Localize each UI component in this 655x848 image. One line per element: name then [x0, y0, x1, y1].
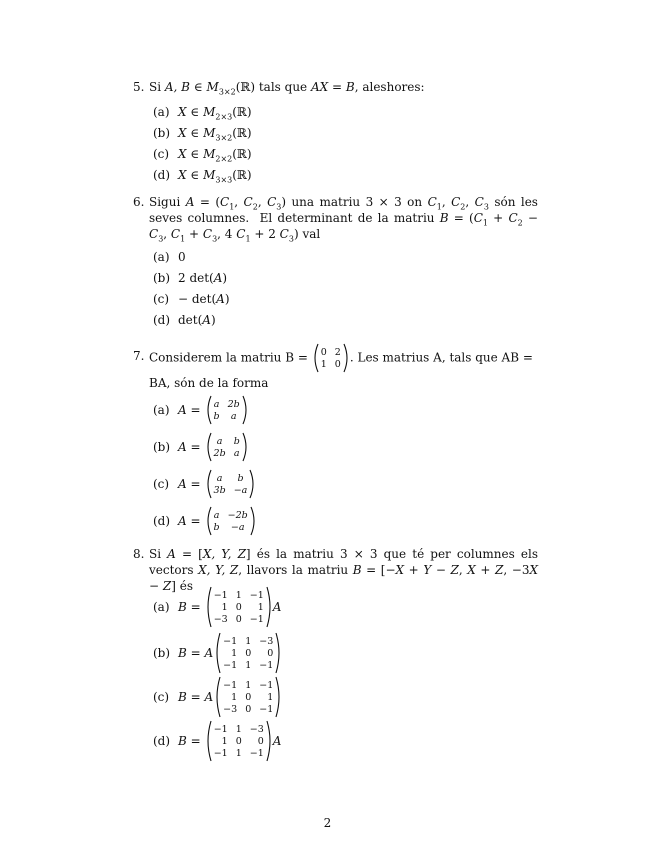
option-prefix: B = — [178, 734, 201, 748]
matrix-cell: 0 — [245, 703, 252, 715]
matrix-cell: −1 — [259, 679, 274, 691]
matrix-entries — [221, 680, 275, 715]
option-5d[interactable] — [153, 167, 252, 183]
option-matrix — [205, 395, 249, 425]
matrix-cell: −1 — [213, 747, 228, 759]
option-label: (a) — [153, 105, 170, 119]
option-suffix: A — [272, 734, 282, 748]
option-prefix: B = A — [178, 646, 214, 660]
matrix-cell: b — [237, 472, 244, 484]
option-label: (c) — [153, 477, 170, 491]
option-text: det(A) — [178, 313, 216, 327]
matrix-entries — [212, 436, 242, 459]
matrix-cell: 0 — [257, 735, 264, 747]
matrix-cell: 1 — [221, 601, 228, 613]
matrix-entries — [212, 510, 250, 533]
right-paren — [242, 432, 249, 462]
matrix-cell: 1 — [257, 601, 264, 613]
option-label: (a) — [153, 250, 170, 264]
option-matrix — [205, 506, 257, 536]
matrix-cell: −a — [230, 521, 245, 533]
question-6 — [133, 194, 538, 242]
question-number: 7. — [133, 349, 145, 363]
right-paren — [275, 676, 282, 718]
option-8b[interactable] — [153, 630, 282, 676]
question-5 — [133, 79, 538, 95]
matrix-cell: 1 — [235, 747, 242, 759]
option-suffix: A — [272, 600, 282, 614]
matrix-cell: −1 — [223, 659, 238, 671]
option-label: (d) — [153, 734, 171, 748]
left-paren — [214, 676, 221, 718]
matrix-cell: 0 — [245, 691, 252, 703]
matrix-cell: 0 — [320, 346, 327, 358]
option-8d[interactable] — [153, 718, 281, 764]
matrix-cell: a — [216, 472, 223, 484]
option-6b[interactable] — [153, 270, 227, 286]
left-paren — [205, 586, 212, 628]
option-6a[interactable] — [153, 249, 186, 265]
question-stem: Si A, B ∈ $M_{3\times 2}(ℝ)$ tals que AX = B, aleshores: — [149, 80, 425, 97]
stem-text-line2: BA, són de la forma — [149, 376, 269, 390]
left-paren — [312, 343, 319, 373]
option-label: (c) — [153, 690, 170, 704]
matrix-entries — [212, 399, 242, 422]
right-paren — [275, 632, 282, 674]
option-label: (b) — [153, 646, 171, 660]
option-prefix: A = — [178, 514, 201, 528]
option-7d[interactable] — [153, 503, 257, 539]
option-8c[interactable] — [153, 674, 282, 720]
matrix-cell: −1 — [249, 613, 264, 625]
matrix-cell: a — [213, 398, 220, 410]
matrix-cell: 1 — [245, 635, 252, 647]
right-paren — [242, 395, 249, 425]
matrix-cell: −3 — [249, 723, 264, 735]
matrix-cell: 1 — [221, 735, 228, 747]
option-matrix — [205, 720, 273, 762]
matrix-cell: 0 — [235, 601, 242, 613]
option-8a[interactable] — [153, 584, 281, 630]
option-label: (c) — [153, 147, 170, 161]
matrix-cell: −1 — [213, 723, 228, 735]
matrix-cell: 0 — [235, 613, 242, 625]
matrix-cell: −1 — [223, 635, 238, 647]
option-7b[interactable] — [153, 429, 249, 465]
matrix-cell: −1 — [249, 747, 264, 759]
option-7c[interactable] — [153, 466, 256, 502]
option-prefix: B = — [178, 600, 201, 614]
question-number: 5. — [133, 80, 145, 94]
matrix-cell: 2 — [334, 346, 341, 358]
option-matrix — [205, 586, 273, 628]
matrix-cell: −1 — [213, 589, 228, 601]
question-number: 8. — [133, 547, 145, 561]
matrix-cell: 0 — [334, 358, 341, 370]
matrix-cell: −1 — [223, 679, 238, 691]
option-label: (b) — [153, 440, 171, 454]
option-text: X ∈ $M_{3\times 3}(ℝ)$ — [178, 168, 252, 185]
matrix-entries — [212, 724, 266, 759]
option-6c[interactable] — [153, 291, 230, 307]
question-stem — [149, 343, 538, 393]
option-text: 2 det(A) — [178, 271, 228, 285]
matrix-cell: 1 — [267, 691, 274, 703]
page-number: 2 — [323, 816, 332, 830]
option-text: X ∈ $M_{2\times 3}(ℝ)$ — [178, 105, 252, 122]
matrix-cell: −2b — [227, 509, 248, 521]
matrix-cell: 1 — [231, 691, 238, 703]
option-label: (a) — [153, 600, 170, 614]
matrix-cell: 2b — [213, 447, 226, 459]
option-label: (c) — [153, 292, 170, 306]
matrix-cell: 1 — [235, 589, 242, 601]
matrix-cell: b — [213, 521, 220, 533]
matrix-cell: 1 — [245, 679, 252, 691]
option-text: 0 — [178, 250, 186, 264]
option-prefix: A = — [178, 403, 201, 417]
question-stem: Si A = [X, Y, Z] és la matriu 3 × 3 que té per columnes els vectors X, Y, Z, llavors la matriu B = [−X + Y − Z, X + Z, −3X − Z] és — [149, 547, 538, 593]
option-label: (a) — [153, 403, 170, 417]
matrix-cell: −1 — [259, 703, 274, 715]
matrix-entries — [221, 636, 275, 671]
matrix-cell: a — [230, 410, 237, 422]
option-5c[interactable] — [153, 146, 252, 162]
right-paren — [250, 506, 257, 536]
option-prefix: B = A — [178, 690, 214, 704]
matrix-cell: 0 — [245, 647, 252, 659]
option-matrix — [205, 432, 249, 462]
option-text: X ∈ $M_{3\times 2}(ℝ)$ — [178, 126, 252, 143]
matrix-cell: a — [216, 435, 223, 447]
option-label: (d) — [153, 313, 171, 327]
matrix-cell: −3 — [213, 613, 228, 625]
option-prefix: A = — [178, 477, 201, 491]
left-paren — [205, 506, 212, 536]
left-paren — [205, 395, 212, 425]
matrix-cell: b — [233, 435, 240, 447]
matrix-cell: a — [233, 447, 240, 459]
option-text: X ∈ $M_{2\times 2}(ℝ)$ — [178, 147, 252, 164]
matrix-cell: 0 — [235, 735, 242, 747]
matrix-entries — [212, 473, 250, 496]
left-paren — [205, 469, 212, 499]
matrix-entries — [319, 347, 343, 370]
stem-text-before: Considerem la matriu B = — [149, 350, 308, 365]
matrix-cell: −a — [233, 484, 248, 496]
matrix-cell: 2b — [227, 398, 240, 410]
option-prefix: A = — [178, 440, 201, 454]
right-paren — [266, 586, 273, 628]
matrix-cell: a — [213, 509, 220, 521]
option-label: (d) — [153, 514, 171, 528]
matrix-cell: b — [213, 410, 220, 422]
matrix-cell: −1 — [249, 589, 264, 601]
left-paren — [205, 432, 212, 462]
left-paren — [214, 632, 221, 674]
option-5a[interactable] — [153, 104, 252, 120]
right-paren — [343, 343, 350, 373]
option-5b[interactable] — [153, 125, 252, 141]
option-label: (b) — [153, 126, 171, 140]
matrix-cell: −3 — [259, 635, 274, 647]
matrix-cell: 3b — [213, 484, 226, 496]
matrix-cell: −3 — [223, 703, 238, 715]
question-number: 6. — [133, 195, 145, 209]
matrix-cell: 1 — [231, 647, 238, 659]
matrix-cell: 0 — [267, 647, 274, 659]
matrix-cell: −1 — [259, 659, 274, 671]
option-label: (d) — [153, 168, 171, 182]
matrix-B — [312, 343, 350, 373]
question-stem: Sigui $A = (C_1$, $C_2$, $C_3$) una matriu 3 × 3 on $C_1$, $C_2$, $C_3$ són les seves columnes. El determinant de la matriu $B = (C_1 + C_2 - C_3$, $C_1 + C_3$, 4 $C_1 + 2$ $C_3$) val — [149, 195, 538, 244]
right-paren — [249, 469, 256, 499]
option-matrix — [205, 469, 257, 499]
matrix-cell: 1 — [245, 659, 252, 671]
option-label: (b) — [153, 271, 171, 285]
matrix-cell: 1 — [235, 723, 242, 735]
option-text: − det(A) — [178, 292, 230, 306]
question-7 — [133, 343, 538, 393]
left-paren — [205, 720, 212, 762]
option-6d[interactable] — [153, 312, 216, 328]
matrix-entries — [212, 590, 266, 625]
option-matrix — [214, 676, 282, 718]
stem-text-after: . Les matrius A, tals que AB = — [349, 350, 533, 365]
matrix-cell: 1 — [320, 358, 327, 370]
right-paren — [266, 720, 273, 762]
option-matrix — [214, 632, 282, 674]
option-7a[interactable] — [153, 392, 249, 428]
